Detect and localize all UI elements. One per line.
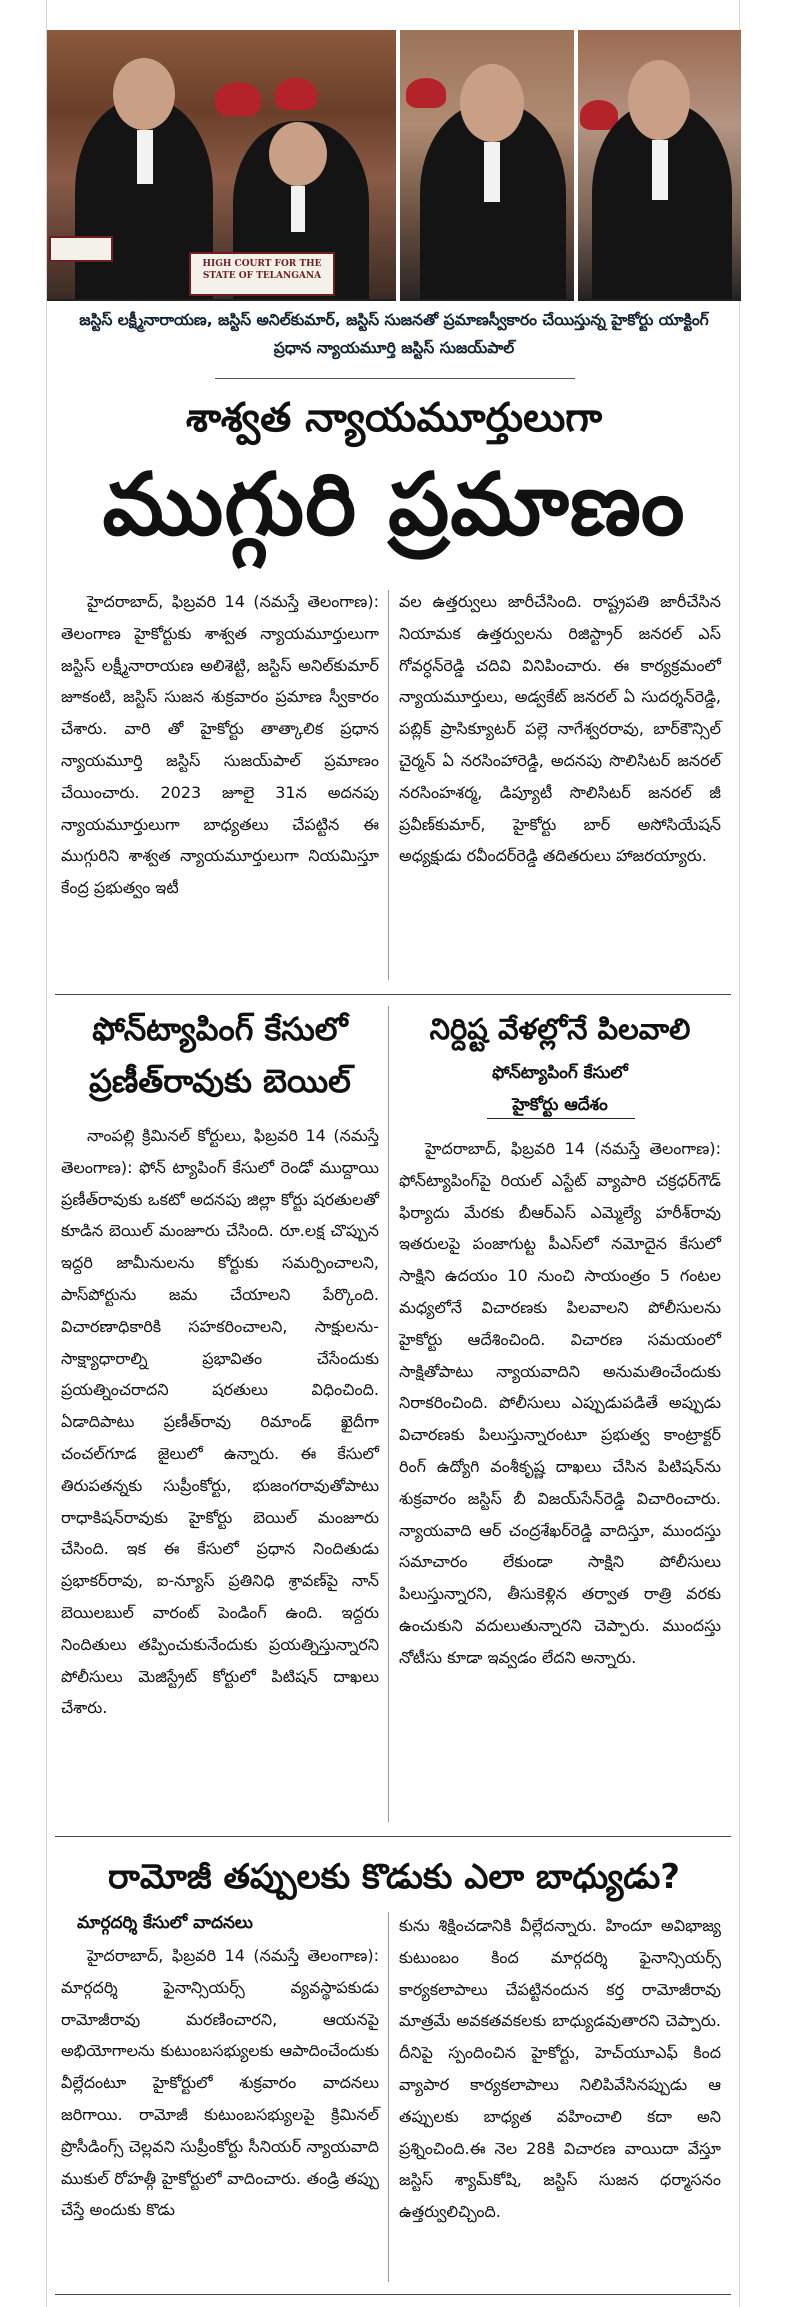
main-kicker: శాశ్వత న్యాయమూర్తులుగా <box>185 395 603 441</box>
time-story-body <box>399 1133 721 1674</box>
column-divider <box>388 590 389 980</box>
paragraph: కును శిక్షించడానికి వీల్లేదన్నారు. హిందూ అవిభాజ్య కుటుంబం కింద మార్గదర్శి ఫైనాన్సియర్స్ కార్యకలాపాలు చేపట్టినందున కర్త రామోజీరావు మాత్రమే అవకతవకలకు బాధ్యుడవుతారని చెప్పారు. దీనిపై స్పందించిన హైకోర్టు, హెచ్‌యూఎఫ్ కింద వ్యాపార కార్యకలాపాలు నిలిపివేసినప్పుడు ఆ తప్పులకు బాధ్యత వహించాలి కదా అని ప్రశ్నించింది.ఈ నెల 28కి విచారణ వాయిదా వేస్తూ జస్టిస్ శ్యామ్‌కోషి, జస్టిస్ సుజన ధర్మాసనం ఉత్తర్వులిచ్చింది. <box>399 1916 721 2222</box>
kicker-underline <box>487 1118 635 1119</box>
judge-head <box>113 58 175 130</box>
paragraph: హైదరాబాద్, ఫిబ్రవరి 14 (నమస్తే తెలంగాణ): ఫోన్‌ట్యాపింగ్‌పై రియల్ ఎస్టేట్ వ్యాపారి చక్రధర్‌గౌడ్ ఫిర్యాదు మేరకు బీఆర్‌ఎస్ ఎమ్మెల్యే హరీశ్‌రావు ఇతరులపై పంజాగుట్ట పీఎస్‌లో నమోదైన కేసులో సాక్షిని ఉదయం 10 నుంచి సాయంత్రం 5 గంటల మధ్యలోనే విచారణకు పిలవాలని పోలీసులను హైకోర్టు ఆదేశించింది. విచారణ సమయంలో సాక్షితోపాటు న్యాయవాదిని అనుమతించేందుకు నిరాకరించింది. పోలీసులు ఎప్పుడుపడితే అప్పుడు విచారణకు పిలుస్తున్నారంటూ ప్రభుత్వ కాంట్రాక్టర్ రింగ్ ఉద్యోగి వంశీకృష్ణ దాఖలు చేసిన పిటిషన్‌ను శుక్రవారం జస్టిస్ బీ విజయ్‌సేన్‌రెడ్డి విచారించారు. న్యాయవాది ఆర్ చంద్రశేఖర్‌రెడ్డి వాదిస్తూ, ముందస్తు సమాచారం లేకుండా సాక్షిని పోలీసులు పిలుస్తున్నారని, తీసుకెళ్లిన తర్వాత రాత్రి వరకు ఉంచుకుని వదులుతున్నారని చెప్పారు. ముందస్తు నోటీసు కూడా ఇవ్వడం లేదని అన్నారు. <box>399 1139 721 1667</box>
ramoji-kicker: మార్గదర్శి కేసులో వాదనలు <box>77 1913 253 1933</box>
court-plaque: HIGH COURT FOR THE STATE OF TELANGANA <box>189 252 335 296</box>
main-story-col-right <box>399 586 721 872</box>
turban-shape <box>406 78 446 108</box>
collar <box>137 130 153 184</box>
turban-shape <box>275 78 317 110</box>
divider <box>215 378 575 379</box>
column-divider <box>388 1006 389 1822</box>
main-headline: ముగ్గురి ప్రమాణం <box>102 455 686 555</box>
paragraph: నాంపల్లి క్రిమినల్ కోర్టులు, ఫిబ్రవరి 14 (నమస్తే తెలంగాణ): ఫోన్ ట్యాపింగ్ కేసులో రెండో ముద్దాయి ప్రణీత్‌రావుకు ఒకటో అదనపు జిల్లా కోర్టు షరతులతో కూడిన బెయిల్ మంజూరు చేసింది. రూ.లక్ష చొప్పున ఇద్దరి జామీనులను కోర్టుకు సమర్పించాలని, పాస్‌పోర్టును జమ చేయాలని పేర్కొంది. విచారణాధికారికి సహకరించాలని, సాక్షులను-సాక్ష్యాధారాల్ని ప్రభావితం చేసేందుకు ప్రయత్నించరాదని షరతులు విధించింది. ఏడాదిపాటు ప్రణీత్‌రావు రిమాండ్ ఖైదీగా చంచల్‌గూడ జైలులో ఉన్నారు. ఈ కేసులో తిరుపతన్నకు సుప్రీంకోర్టు, భుజంగరావుతోపాటు రాధాకిషన్‌రావుకు హైకోర్టు బెయిల్ మంజూరు చేసింది. ఇక ఈ కేసులో ప్రధాన నిందితుడు ప్రభాకర్‌రావు, ఐ-న్యూస్ ప్రతినిధి శ్రావణ్‌పై నాన్ బెయిలబుల్ వారంట్ పెండింగ్ ఉంది. ఇద్దరు నిందితులు తప్పించుకునేందుకు ప్రయత్నిస్తున్నారని పోలీసులు మెజిస్ట్రేట్ కోర్టులో పిటిషన్ దాఖలు చేశారు. <box>61 1126 379 1718</box>
podium-plaque <box>49 236 113 262</box>
paragraph: వల ఉత్తర్వులు జారీచేసింది. రాష్ట్రపతి జారీచేసిన నియామక ఉత్తర్వులను రిజిస్ట్రార్ జనరల్ ఎస్ గోవర్ధన్‌రెడ్డి చదివి వినిపించారు. ఈ కార్యక్రమంలో న్యాయమూర్తులు, అడ్వకేట్ జనరల్ ఏ సుదర్శన్‌రెడ్డి, పబ్లిక్ ప్రాసిక్యూటర్ పల్లె నాగేశ్వరరావు, బార్‌కౌన్సిల్ చైర్మన్ ఏ నరసింహారెడ్డి, అదనపు సొలిసిటర్ జనరల్ నరసింహశర్మ, డిప్యూటీ సొలిసిటర్ జనరల్ జీ ప్రవీణ్‌కుమార్, హైకోర్టు బార్ అసోసియేషన్ అధ్యక్షుడు రవీందర్‌రెడ్డి తదితరులు హాజరయ్యారు. <box>399 592 721 866</box>
collar <box>484 142 500 202</box>
turban-shape <box>215 82 261 116</box>
judge-head <box>460 64 524 142</box>
collar <box>291 186 305 232</box>
collar <box>652 140 668 200</box>
bail-headline: ఫోన్‌ట్యాపింగ్ కేసులో ప్రణీత్‌రావుకు బెయిల్ <box>89 1010 351 1100</box>
paragraph: హైదరాబాద్, ఫిబ్రవరి 14 (నమస్తే తెలంగాణ): తెలంగాణ హైకోర్టుకు శాశ్వత న్యాయమూర్తులుగా జస్టిస్ లక్ష్మీనారాయణ అలిశెట్టి, జస్టిస్ అనిల్‌కుమార్ జూకంటి, జస్టిస్ సుజన శుక్రవారం ప్రమాణ స్వీకారం చేశారు. వారి తో హైకోర్టు తాత్కాలిక ప్రధాన న్యాయమూర్తి జస్టిస్ సుజయ్‌పాల్ ప్రమాణం చేయించారు. 2023 జూలై 31న అదనపు న్యాయమూర్తులుగా బాధ్యతలు చేపట్టిన ఈ ముగ్గురిని శాశ్వత న్యాయమూర్తులుగా నియమిస్తూ కేంద్ర ప్రభుత్వం ఇటీ <box>61 592 379 898</box>
section-divider <box>55 1836 731 1837</box>
chief-justice-head <box>269 122 327 186</box>
main-story-col-left <box>61 586 379 904</box>
time-kicker-line2: హైకోర్టు ఆదేశం <box>512 1095 608 1115</box>
photo-swearing-in-center <box>400 30 574 301</box>
photo-swearing-in-right <box>578 30 741 301</box>
column-divider <box>388 1912 389 2282</box>
time-kicker-line1: ఫోన్‌ట్యాపింగ్ కేసులో <box>492 1063 628 1083</box>
ramoji-col-right <box>399 1910 721 2228</box>
bail-story-body <box>61 1120 379 1724</box>
ramoji-col-left <box>61 1940 379 2226</box>
newspaper-page <box>46 0 740 2307</box>
time-headline: నిర్దిష్ట వేళల్లోనే పిలవాలి <box>429 1012 691 1046</box>
ramoji-headline: రామోజీ తప్పులకు కొడుకు ఎలా బాధ్యుడు? <box>108 1857 680 1897</box>
photo-caption: జస్టిస్ లక్ష్మీనారాయణ, జస్టిస్ అనిల్‌కుమార్, జస్టిస్ సుజనతో ప్రమాణస్వీకారం చేయిస్తున్న హైకోర్టు యాక్టింగ్ ప్రధాన న్యాయమూర్తి జస్టిస్ సుజయ్‌పాల్ <box>79 311 709 357</box>
photo-swearing-in-left <box>47 30 396 301</box>
section-divider <box>55 994 731 995</box>
paragraph: హైదరాబాద్, ఫిబ్రవరి 14 (నమస్తే తెలంగాణ): మార్గదర్శి ఫైనాన్సియర్స్ వ్యవస్థాపకుడు రామోజీరావు మరణించారని, ఆయనపై అభియోగాలను కుటుంబసభ్యులకు ఆపాదించేందుకు వీల్లేదంటూ హైకోర్టులో శుక్రవారం వాదనలు జరిగాయి. రామోజీ కుటుంబసభ్యులపై క్రిమినల్ ప్రొసీడింగ్స్ చెల్లవని సుప్రీంకోర్టు సీనియర్ న్యాయవాది ముకుల్ రోహత్గీ హైకోర్టులో వాదించారు. తండ్రి తప్పు చేస్తే అందుకు కొడు <box>61 1946 379 2220</box>
bottom-divider <box>55 2294 731 2295</box>
judge-head <box>628 60 690 140</box>
